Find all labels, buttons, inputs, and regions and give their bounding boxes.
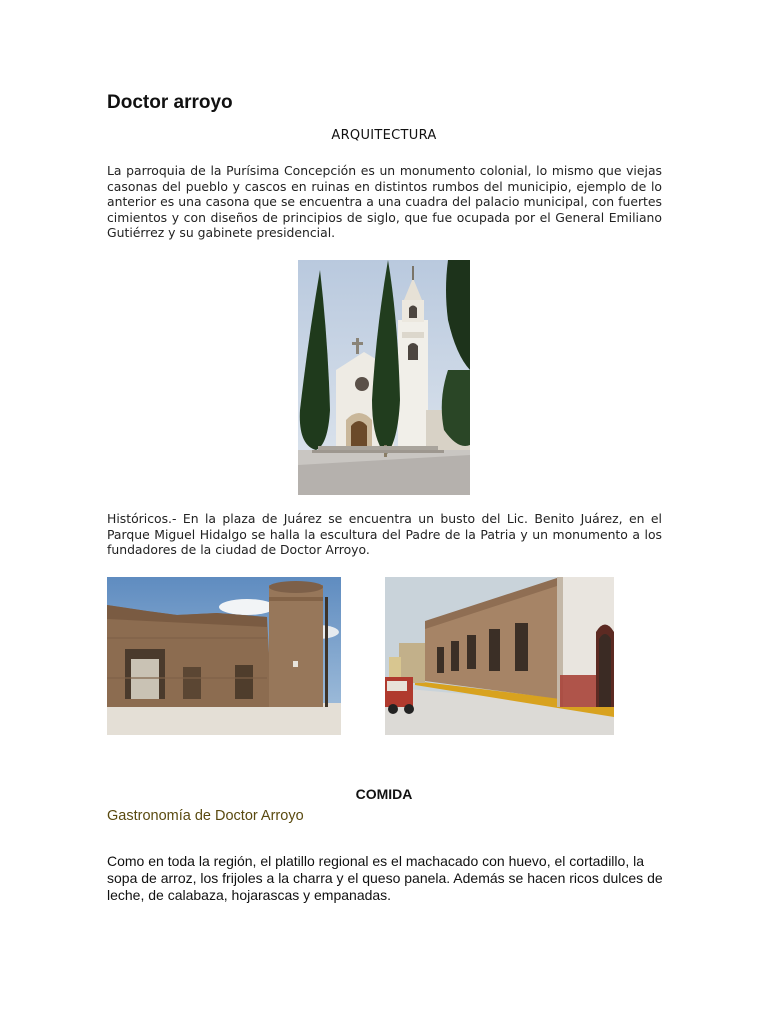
- subheading-gastronomia: Gastronomía de Doctor Arroyo: [107, 808, 304, 824]
- ruins-photo: [107, 577, 341, 735]
- street-photo: [385, 577, 614, 735]
- paragraph-comida: Como en toda la región, el platillo regional es el machacado con huevo, el cortadillo, la sopa de arroz, los frijoles a la charra y el queso panela. Además se hacen ricos dulces de leche, de calabaza, hojarascas y empanadas.: [107, 853, 663, 903]
- section-heading-comida: COMIDA: [355, 786, 413, 802]
- section-heading-arquitectura: ARQUITECTURA: [331, 128, 437, 143]
- paragraph-arquitectura: La parroquia de la Purísima Concepción es un monumento colonial, lo mismo que viejas casonas del pueblo y cascos en ruinas en distintos rumbos del municipio, ejemplo de lo anterior es una casona que se encuentra a una cuadra del palacio municipal, con fuertes cimientos y con diseños de principios de siglo, que fue ocupada por el General Emiliano Gutiérrez y su gabinete presidencial.: [107, 163, 662, 241]
- page-title: Doctor arroyo: [107, 92, 233, 113]
- paragraph-historicos: Históricos.- En la plaza de Juárez se encuentra un busto del Lic. Benito Juárez, en el Parque Miguel Hidalgo se halla la escultura del Padre de la Patria y un monumento a los fundadores de la ciudad de Doctor Arroyo.: [107, 511, 662, 558]
- church-photo: [298, 260, 470, 495]
